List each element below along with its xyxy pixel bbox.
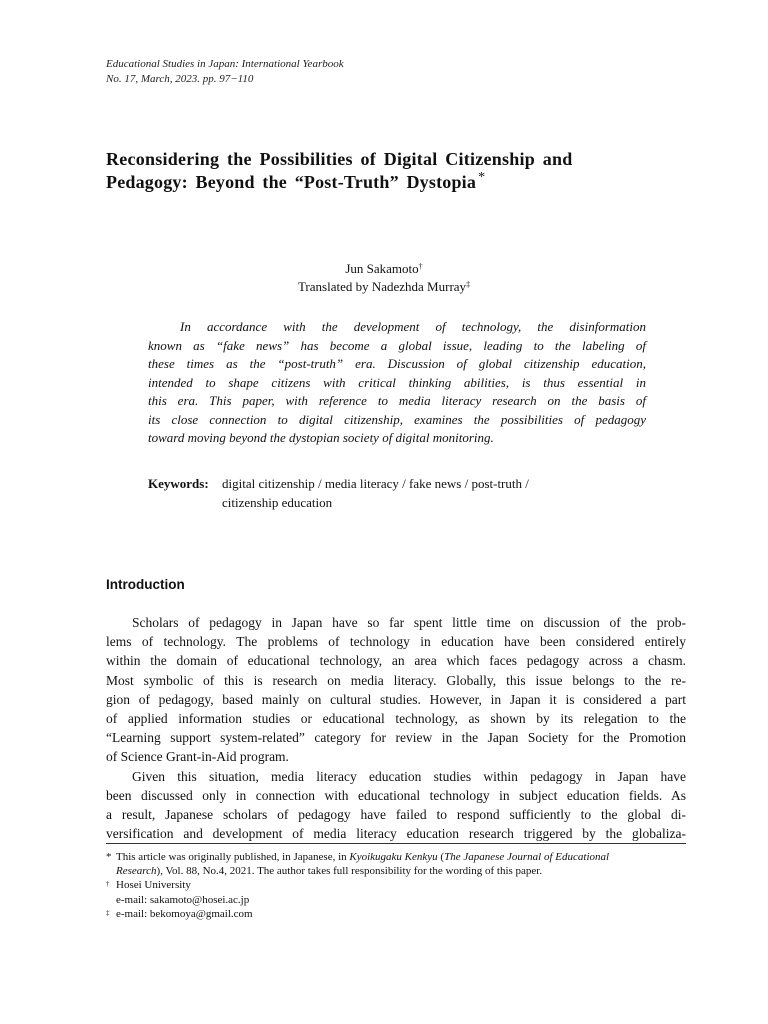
translator-line: [0, 278, 768, 296]
body-line: Most symbolic of this is research on media literacy. Globally, this issue belongs to the re-: [106, 672, 686, 688]
title-line-2-text: Pedagogy: Beyond the “Post-Truth” Dystopia: [106, 172, 477, 192]
abstract-line: known as “fake news” has become a global issue, leading to the labeling of: [148, 337, 646, 353]
abstract: [148, 318, 646, 448]
footnote-1-journal-en-cont: Research: [116, 865, 157, 878]
footnote-2-line-1: [106, 878, 686, 892]
footnote-divider: [106, 843, 686, 844]
footnote-2-mark: †: [106, 880, 110, 889]
footnotes: [106, 850, 686, 921]
body-text: [106, 613, 686, 843]
keywords-label: Keywords:: [148, 476, 209, 491]
footnote-3-mark: ‡: [106, 908, 110, 917]
abstract-line: intended to shape citizens with critical thinking abilities, is thus essential in: [148, 374, 646, 390]
footnote-1-text-cont: ), Vol. 88, No.4, 2021. The author takes full responsibility for the wording of this paper.: [156, 865, 543, 878]
body-line: a result, Japanese scholars of pedagogy have failed to respond sufficiently to the global di-: [106, 807, 686, 823]
body-line: been discussed only in connection with educational technology in subject education fields. As: [106, 787, 686, 803]
footnote-1-journal-en: The Japanese Journal of Educational: [444, 851, 610, 863]
body-line: of applied information studies or educational technology, as shown by its relegation to the: [106, 711, 686, 727]
body-line: of Science Grant-in-Aid program.: [106, 749, 289, 765]
keywords-row-2: [148, 493, 529, 512]
footnote-3-email: e-mail: bekomoya@gmail.com: [116, 907, 253, 920]
author-footnote-mark: †: [418, 262, 423, 271]
translator-name: Translated by Nadezhda Murray: [297, 279, 467, 294]
footnote-3-line: [106, 907, 686, 921]
abstract-line: toward moving beyond the dystopian society of digital monitoring.: [148, 430, 494, 445]
abstract-line: this era. This paper, with reference to media literacy research on the basis of: [148, 393, 646, 408]
body-line: “Learning support system-related” category for review in the Japan Society for the Promotion: [106, 730, 686, 746]
author-block: [0, 260, 768, 296]
journal-issue: No. 17, March, 2023. pp. 97−110: [106, 73, 254, 85]
body-line: lems of technology. The problems of technology in education have been considered entirely: [106, 634, 686, 650]
keywords-row-1: [148, 474, 529, 493]
keywords-text-1: digital citizenship / media literacy / fake news / post-truth /: [222, 476, 529, 491]
body-line: Scholars of pedagogy in Japan have so far spent little time on discussion of the prob-: [132, 615, 686, 630]
footnote-1-text: This article was originally published, in Japanese, in: [116, 851, 350, 863]
body-line: Given this situation, media literacy education studies within pedagogy in Japan have: [132, 768, 686, 784]
footnote-1-mark: *: [106, 851, 112, 863]
author-name: Jun Sakamoto: [345, 261, 419, 276]
title-line-2: [106, 171, 666, 194]
abstract-line: these times as the “post-truth” era. Discussion of global citizenship education,: [148, 356, 646, 371]
title-line-1: Reconsidering the Possibilities of Digital Citizenship and: [106, 149, 573, 169]
title-footnote-mark: *: [478, 170, 486, 185]
translator-footnote-mark: ‡: [466, 280, 471, 289]
section-heading: Introduction: [106, 577, 185, 592]
footnote-1-line-2: [106, 864, 686, 878]
abstract-line: In accordance with the development of technology, the disinformation: [180, 319, 646, 334]
body-line: gion of pedagogy, based mainly on cultural studies. However, in Japan it is considered a part: [106, 691, 686, 707]
footnote-2-email: e-mail: sakamoto@hosei.ac.jp: [116, 893, 250, 906]
body-line: versification and development of media literacy education research triggered by the globaliza-: [106, 826, 686, 842]
journal-name: Educational Studies in Japan: International Yearbook: [106, 58, 344, 70]
footnote-2-affiliation: Hosei University: [116, 879, 191, 892]
keywords-text-2: citizenship education: [222, 495, 333, 510]
journal-header: [106, 57, 344, 87]
keywords: [148, 474, 529, 512]
abstract-line: its close connection to digital citizenship, examines the possibilities of pedagogy: [148, 411, 646, 427]
body-line: within the domain of educational technology, an area which faces pedagogy across a chasm.: [106, 653, 686, 669]
author-line: [0, 260, 768, 278]
footnote-1-paren: (: [437, 851, 445, 863]
footnote-1-line-1: [106, 850, 686, 864]
paper-title: [106, 148, 666, 194]
footnote-1-journal-jp: Kyoikugaku Kenkyu: [349, 851, 438, 863]
